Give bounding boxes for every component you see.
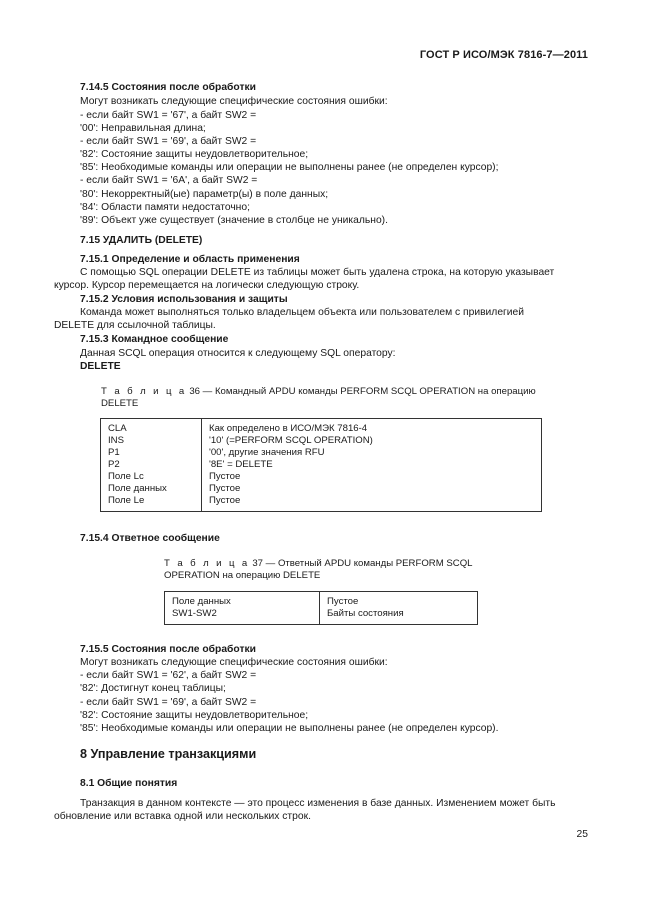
condition-line: - если байт SW1 = '69', а байт SW2 = — [80, 136, 257, 147]
table-cell: Поле данных — [172, 596, 231, 607]
paragraph-line: Данная SCQL операция относится к следующему SQL оператору: — [80, 348, 396, 359]
table-36-right-column — [202, 419, 542, 512]
table-36-left-column — [101, 419, 202, 512]
sql-statement: DELETE — [80, 361, 121, 372]
table-cell: SW1-SW2 — [172, 608, 217, 619]
table-37-caption-line2: OPERATION на операцию DELETE — [164, 570, 321, 581]
caption-text: 36 — Командный APDU команды PERFORM SCQL OPERATION на операцию — [189, 386, 536, 397]
table-cell: Поле Lc — [108, 471, 144, 482]
table-cell: INS — [108, 435, 124, 446]
table-36 — [100, 418, 542, 512]
table-cell: P2 — [108, 459, 120, 470]
table-cell: Пустое — [327, 596, 359, 607]
paragraph-line: Могут возникать следующие специфические состояния ошибки: — [80, 96, 388, 107]
condition-line: - если байт SW1 = '6A', а байт SW2 = — [80, 175, 258, 186]
page-number: 25 — [576, 829, 588, 840]
table-cell: '00', другие значения RFU — [209, 447, 325, 458]
status-line: '89': Объект уже существует (значение в столбце не уникально). — [80, 215, 388, 226]
table-cell: Поле данных — [108, 483, 167, 494]
condition-line: - если байт SW1 = '62', а байт SW2 = — [80, 670, 257, 681]
paragraph-line: Могут возникать следующие специфические состояния ошибки: — [80, 657, 388, 668]
table-37-right-column — [320, 592, 478, 625]
status-line: '80': Некорректный(ые) параметр(ы) в поле данных; — [80, 189, 329, 200]
section-heading-7-15-1: 7.15.1 Определение и область применения — [80, 254, 300, 265]
table-cell: Пустое — [209, 495, 241, 506]
status-line: '00': Неправильная длина; — [80, 123, 206, 134]
chapter-heading-8: 8 Управление транзакциями — [80, 747, 257, 761]
section-heading-7-15: 7.15 УДАЛИТЬ (DELETE) — [80, 235, 203, 246]
table-37-left-column — [165, 592, 320, 625]
paragraph: Команда может выполняться только владельцем объекта или пользователем с привилегией DELETE для ссылочной таблицы. — [54, 307, 525, 331]
caption-prefix: Т а б л и ц а — [164, 558, 250, 569]
condition-line: - если байт SW1 = '67', а байт SW2 = — [80, 110, 257, 121]
table-cell: '10' (=PERFORM SCQL OPERATION) — [209, 435, 373, 446]
section-heading-7-15-2: 7.15.2 Условия использования и защиты — [80, 294, 288, 305]
section-heading-7-14-5: 7.14.5 Состояния после обработки — [80, 82, 256, 93]
table-36-caption — [101, 386, 536, 398]
table-cell: Пустое — [209, 483, 241, 494]
table-cell: Поле Le — [108, 495, 145, 506]
status-line: '85': Необходимые команды или операции не выполнены ранее (не определен курсор); — [80, 162, 499, 173]
paragraph: Транзакция в данном контексте — это процесс изменения в базе данных. Изменением может быть обновление или вставка одной или нескольких строк. — [54, 798, 556, 822]
section-heading-8-1: 8.1 Общие понятия — [80, 778, 178, 789]
condition-line: - если байт SW1 = '69', а байт SW2 = — [80, 697, 257, 708]
table-cell: '8E' = DELETE — [209, 459, 273, 470]
caption-text: 37 — Ответный APDU команды PERFORM SCQL — [252, 558, 473, 569]
section-heading-7-15-4: 7.15.4 Ответное сообщение — [80, 533, 220, 544]
status-line: '84': Области памяти недостаточно; — [80, 202, 250, 213]
status-line: '82': Состояние защиты неудовлетворительное; — [80, 710, 309, 721]
table-37-caption — [164, 558, 473, 570]
table-cell: CLA — [108, 423, 127, 434]
table-37 — [164, 591, 478, 625]
status-line: '82': Состояние защиты неудовлетворительное; — [80, 149, 309, 160]
paragraph: С помощью SQL операции DELETE из таблицы может быть удалена строка, на которую указывает курсор. Курсор перемещается на логически следующую строку. — [54, 267, 555, 291]
table-cell: P1 — [108, 447, 120, 458]
table-36-caption-line2: DELETE — [101, 398, 139, 409]
table-cell: Байты состояния — [327, 608, 404, 619]
status-line: '85': Необходимые команды или операции не выполнены ранее (не определен курсор). — [80, 723, 499, 734]
section-heading-7-15-5: 7.15.5 Состояния после обработки — [80, 644, 256, 655]
standard-header: ГОСТ Р ИСО/МЭК 7816-7—2011 — [419, 49, 588, 61]
table-cell: Как определено в ИСО/МЭК 7816-4 — [209, 423, 368, 434]
status-line: '82': Достигнут конец таблицы; — [80, 683, 226, 694]
table-cell: Пустое — [209, 471, 241, 482]
caption-prefix: Т а б л и ц а — [101, 386, 187, 397]
section-heading-7-15-3: 7.15.3 Командное сообщение — [80, 334, 229, 345]
